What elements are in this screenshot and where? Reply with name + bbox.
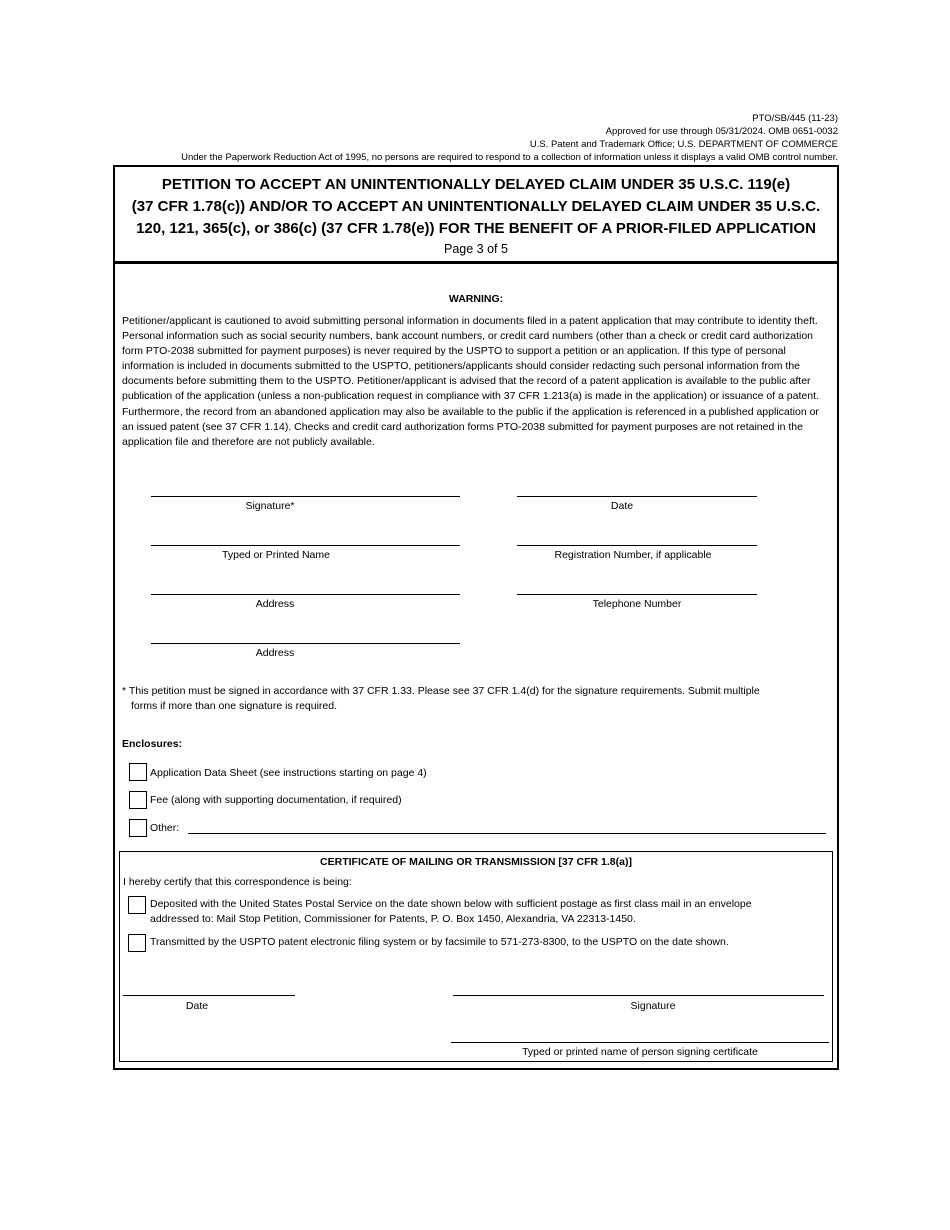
signature-label: Signature*: [245, 500, 295, 512]
certificate-intro: I hereby certify that this correspondence is being:: [123, 876, 352, 888]
mail-option-line-2: addressed to: Mail Stop Petition, Commissioner for Patents, P. O. Box 1450, Alexandria, VA 22313-1450.: [150, 913, 636, 925]
address-line-2[interactable]: [151, 643, 460, 644]
agency-line: U.S. Patent and Trademark Office; U.S. DEPARTMENT OF COMMERCE: [529, 139, 838, 150]
title-line-1: PETITION TO ACCEPT AN UNINTENTIONALLY DELAYED CLAIM UNDER 35 U.S.C. 119(e): [161, 176, 791, 193]
other-input-line[interactable]: [188, 833, 826, 834]
address-line-1[interactable]: [151, 594, 460, 595]
form-frame: [113, 165, 839, 1070]
signature-note: [122, 684, 832, 714]
mail-option-line-1: Deposited with the United States Postal Service on the date shown below with sufficient postage as first class mail in an envelope: [150, 898, 752, 910]
typed-name-line[interactable]: [151, 545, 460, 546]
title-line-3: 120, 121, 365(c), or 386(c) (37 CFR 1.78(e)) FOR THE BENEFIT OF A PRIOR-FILED APPLICATION: [136, 220, 816, 237]
transmit-checkbox[interactable]: [128, 934, 146, 952]
page-number: Page 3 of 5: [444, 242, 508, 256]
registration-label: Registration Number, if applicable: [554, 549, 712, 561]
telephone-line[interactable]: [517, 594, 757, 595]
certificate-signature-line[interactable]: [453, 995, 824, 996]
fee-label: Fee (along with supporting documentation, if required): [150, 794, 402, 806]
other-label: Other:: [150, 822, 180, 834]
address-label-2: Address: [255, 647, 295, 659]
certificate-box: [119, 851, 833, 1062]
certificate-date-line[interactable]: [123, 995, 295, 996]
date-label: Date: [610, 500, 634, 512]
paperwork-notice: Under the Paperwork Reduction Act of 1995, no persons are required to respond to a collection of information unless it displays a valid OMB control number.: [181, 152, 838, 163]
warning-text: Petitioner/applicant is cautioned to avoid submitting personal information in documents filed in a patent application that may contribute to identity theft. Personal information such as social security numbers, bank account numbers, or credit card numbers (other than a check or credit card authorization form PTO-2038 submitted for payment purposes) is never required by the USPTO to support a petition or an application. If this type of personal information is included in documents submitted to the USPTO, petitioners/applicants should consider redacting such personal information from the documents before submitting them to the USPTO. Petitioner/applicant is advised that the record of a patent application is available to the public after publication of the application (unless a non-publication request in compliance with 37 CFR 1.213(a) is made in the application) or issuance of a patent. Furthermore, the record from an abandoned application may also be available to the public if the application is referenced in a published application or an issued patent (see 37 CFR 1.14). Checks and credit card authorization forms PTO-2038 submitted for payment purposes are not retained in the application file and therefore are not publicly available.: [122, 315, 819, 448]
title-line-2: (37 CFR 1.78(c)) AND/OR TO ACCEPT AN UNINTENTIONALLY DELAYED CLAIM UNDER 35 U.S.C.: [131, 198, 821, 215]
enclosures-heading: Enclosures:: [122, 738, 183, 750]
telephone-label: Telephone Number: [592, 598, 682, 610]
certificate-typed-name-label: Typed or printed name of person signing certificate: [522, 1046, 758, 1058]
title-block: [115, 167, 837, 264]
address-label-1: Address: [255, 598, 295, 610]
signature-note-line-2: forms if more than one signature is required.: [131, 700, 338, 712]
certificate-date-label: Date: [185, 1000, 209, 1012]
warning-heading: WARNING:: [448, 293, 504, 305]
mail-option-text: [150, 897, 752, 927]
fee-checkbox[interactable]: [129, 791, 147, 809]
registration-line[interactable]: [517, 545, 757, 546]
signature-line[interactable]: [151, 496, 460, 497]
mail-checkbox[interactable]: [128, 896, 146, 914]
certificate-typed-name-line[interactable]: [451, 1042, 829, 1043]
transmit-option-text: Transmitted by the USPTO patent electronic filing system or by facsimile to 571-273-8300, to the USPTO on the date shown.: [150, 936, 729, 948]
other-checkbox[interactable]: [129, 819, 147, 837]
date-line[interactable]: [517, 496, 757, 497]
omb-approval: Approved for use through 05/31/2024. OMB 0651-0032: [605, 126, 838, 137]
form-number: PTO/SB/445 (11-23): [752, 113, 838, 124]
certificate-signature-label: Signature: [630, 1000, 676, 1012]
certificate-heading: CERTIFICATE OF MAILING OR TRANSMISSION [37 CFR 1.8(a)]: [320, 856, 632, 868]
ads-checkbox[interactable]: [129, 763, 147, 781]
typed-name-label: Typed or Printed Name: [222, 549, 330, 561]
ads-label: Application Data Sheet (see instructions starting on page 4): [150, 767, 427, 779]
signature-note-line-1: * This petition must be signed in accordance with 37 CFR 1.33. Please see 37 CFR 1.4(d) for the signature requirements. Submit multiple: [122, 685, 760, 697]
form-title: [115, 174, 837, 240]
